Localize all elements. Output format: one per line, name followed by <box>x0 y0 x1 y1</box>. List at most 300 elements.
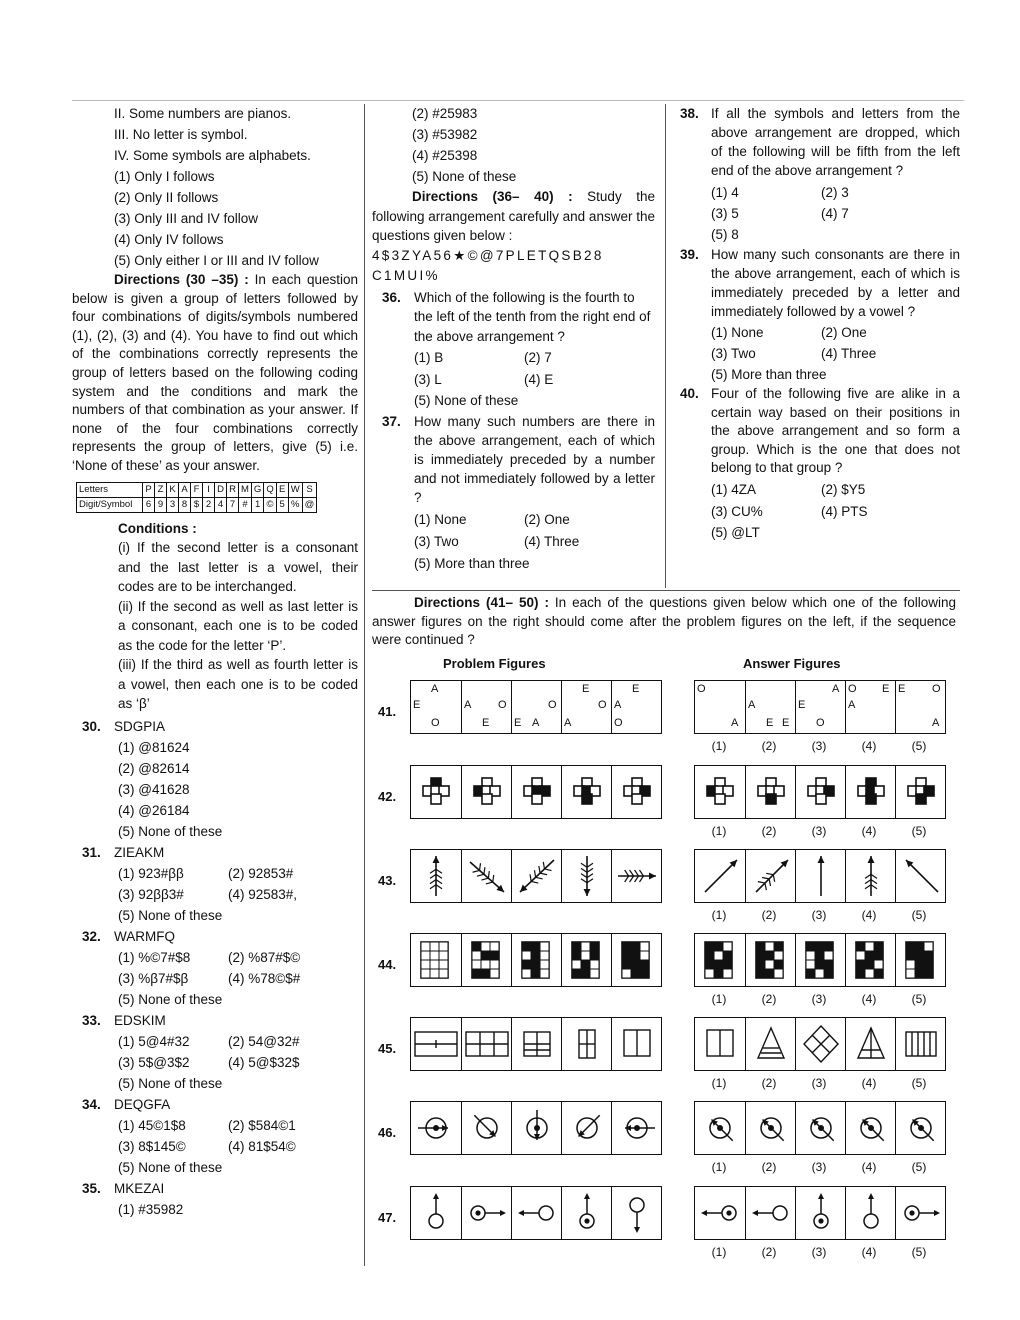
figure-stroke <box>924 960 933 969</box>
figure-stroke <box>723 960 732 969</box>
option-row <box>414 348 655 368</box>
figure-stroke <box>630 870 634 876</box>
option: (2) $584©1 <box>228 1117 296 1133</box>
problem-figure <box>411 766 461 818</box>
answer-figure[interactable] <box>745 934 795 986</box>
table-row <box>77 482 317 497</box>
answer-figure[interactable] <box>895 850 945 902</box>
answer-figure[interactable] <box>895 1187 945 1239</box>
figure-stroke <box>472 942 481 951</box>
figure-letter: O <box>431 717 440 729</box>
letter-cell: A <box>179 482 191 497</box>
figure-stroke <box>701 1210 707 1216</box>
figure-stroke <box>625 876 629 882</box>
figure-row-q43 <box>378 849 958 929</box>
answer-figure[interactable] <box>695 766 745 818</box>
figure-stroke <box>640 960 649 969</box>
figure-stroke <box>806 942 815 951</box>
figure-stroke <box>714 951 723 960</box>
figure-stroke <box>625 870 629 876</box>
option: (3) 92ββ3# <box>118 886 184 902</box>
problem-figure <box>461 681 511 733</box>
problem-figure <box>511 1018 561 1070</box>
question-number: 38. <box>680 106 699 121</box>
figure-stroke <box>490 942 499 951</box>
option: (3) 8$145© <box>118 1138 186 1154</box>
answer-label: (5) <box>911 1076 927 1090</box>
answer-figure[interactable] <box>695 1187 745 1239</box>
figure-drawing <box>796 1018 846 1070</box>
figure-stroke <box>522 951 531 960</box>
answer-labels <box>694 1157 944 1177</box>
option: (2) $Y5 <box>821 481 866 497</box>
code-cell: © <box>264 497 276 512</box>
option-row <box>114 1136 358 1157</box>
figure-stroke <box>540 969 549 978</box>
figure-stroke <box>806 951 815 960</box>
figure-drawing <box>612 1102 662 1154</box>
statement: III. No letter is symbol. <box>114 127 248 142</box>
figure-stroke <box>532 794 542 804</box>
answer-figure[interactable] <box>745 1102 795 1154</box>
answer-figure[interactable] <box>695 1102 745 1154</box>
option: (5) None of these <box>118 991 223 1007</box>
figure-letter: A <box>731 717 739 729</box>
figure-letter: E <box>782 717 790 729</box>
figure-stroke <box>481 878 488 880</box>
figure-drawing <box>612 1187 662 1239</box>
figure-stroke <box>421 951 430 960</box>
figure-stroke <box>584 1218 589 1223</box>
question-number: 31. <box>82 844 101 860</box>
option: (5) @LT <box>711 525 760 541</box>
directions-text: In each question below is given a group of letters followed by four combinations of digits/symbols numbered (1), (2), (3) and (4). You have to find out which of the combinations correctly represents the group of letters based on the following coding system and the conditions and mark the numbers of that combination as your answer. If none of the four combinations correctly represents the group of letters, give (5) i.e. ‘None of these’ as your answer. <box>72 272 359 473</box>
figure-stroke <box>534 870 535 877</box>
figure-stroke <box>632 794 642 804</box>
figure-drawing <box>896 1187 946 1239</box>
figure-stroke <box>421 960 430 969</box>
figure-drawing <box>512 850 562 902</box>
figure-drawing <box>562 850 612 902</box>
question-text: WARMFQ <box>114 928 175 944</box>
option: (5) None of these <box>118 1159 223 1175</box>
option: (3) 5$@3$2 <box>118 1054 190 1070</box>
answer-figure[interactable] <box>895 1018 945 1070</box>
figure-drawing <box>796 934 846 986</box>
figure-stroke <box>723 942 732 951</box>
problem-figure <box>461 850 511 902</box>
letter-cell: W <box>288 482 302 497</box>
directions-title: Directions (41– 50) : <box>414 595 549 610</box>
figure-stroke <box>581 863 587 867</box>
figure-drawing <box>612 766 662 818</box>
option: (3) 5 <box>711 206 739 221</box>
answer-figure[interactable] <box>895 934 945 986</box>
answer-figure[interactable] <box>845 681 895 733</box>
figure-stroke <box>714 960 723 969</box>
problem-figure <box>411 850 461 902</box>
figure-drawing <box>512 1102 562 1154</box>
figure-stroke <box>769 879 770 886</box>
problem-figure <box>611 766 661 818</box>
answer-figure[interactable] <box>795 1018 845 1070</box>
figure-drawing <box>846 934 896 986</box>
answer-figure[interactable] <box>795 1187 845 1239</box>
figure-letter: E <box>632 683 640 695</box>
option-row <box>711 344 960 363</box>
figure-drawing <box>462 1187 512 1239</box>
figure-stroke <box>640 969 649 978</box>
answer-figure[interactable] <box>845 766 895 818</box>
option-row <box>711 183 960 202</box>
figure-row-q41 <box>378 680 958 760</box>
figure-stroke <box>639 870 643 876</box>
option-row <box>414 510 655 529</box>
answer-figure[interactable] <box>695 681 745 733</box>
figure-stroke <box>715 794 725 804</box>
figure-stroke <box>433 1193 439 1199</box>
answer-label: (4) <box>861 824 877 838</box>
figure-stroke <box>534 1134 540 1140</box>
problem-figure <box>611 1102 661 1154</box>
figure-drawing <box>612 1018 662 1070</box>
answer-figure[interactable] <box>795 850 845 902</box>
figure-stroke <box>430 951 439 960</box>
figure-drawing <box>746 934 796 986</box>
option: (5) More than three <box>414 555 530 571</box>
figure-stroke <box>490 960 499 969</box>
question-text: How many such consonants are there in the above arrangement, each of which is immediately preceded by a letter and immediately followed by a vowel ? <box>711 247 960 319</box>
figure-stroke <box>868 1193 874 1199</box>
figure-stroke <box>581 951 590 960</box>
option: (3) CU% <box>711 503 763 519</box>
answer-figure[interactable] <box>745 681 795 733</box>
option: (2) @82614 <box>118 760 190 776</box>
problem-figures <box>410 933 662 987</box>
answer-figure[interactable] <box>845 1018 895 1070</box>
figure-stroke <box>584 889 591 896</box>
figure-letter: E <box>766 717 774 729</box>
figure-drawing <box>896 1018 946 1070</box>
figure-drawing <box>695 1102 745 1154</box>
figure-stroke <box>765 969 774 978</box>
figure-stroke <box>824 969 833 978</box>
figure-stroke <box>774 969 783 978</box>
figure-drawing <box>695 850 745 902</box>
figure-stroke <box>874 951 883 960</box>
question-number: 44. <box>378 957 397 972</box>
answer-figure[interactable] <box>695 850 745 902</box>
figure-stroke <box>581 942 590 951</box>
answer-figure[interactable] <box>795 934 845 986</box>
answer-figure[interactable] <box>845 934 895 986</box>
figure-stroke <box>765 942 774 951</box>
figure-stroke <box>540 873 547 875</box>
option-row <box>114 947 358 968</box>
figure-stroke <box>765 960 774 969</box>
figure-stroke <box>473 870 480 872</box>
figure-stroke <box>500 1210 506 1216</box>
option: (2) Only II follows <box>114 190 219 205</box>
figure-stroke <box>924 951 933 960</box>
option: (4) 5@$32$ <box>228 1054 300 1070</box>
figure-stroke <box>906 960 915 969</box>
figure-stroke <box>622 969 631 978</box>
figure-stroke <box>906 969 915 978</box>
question-number: 47. <box>378 1210 397 1225</box>
figure-stroke <box>765 883 766 890</box>
answer-figure[interactable] <box>745 1018 795 1070</box>
figure-stroke <box>640 942 649 951</box>
figure-stroke <box>756 951 765 960</box>
answer-label: (4) <box>861 908 877 922</box>
answer-figure[interactable] <box>695 1018 745 1070</box>
figure-stroke <box>631 960 640 969</box>
option: (1) 4 <box>711 185 739 200</box>
option-row <box>711 323 960 342</box>
figure-stroke <box>865 960 874 969</box>
figure-stroke <box>906 942 915 951</box>
figure-stroke <box>762 877 769 878</box>
answer-figure[interactable] <box>745 850 795 902</box>
question-number: 34. <box>82 1096 101 1112</box>
answer-figure[interactable] <box>895 766 945 818</box>
column-divider-1 <box>364 104 365 1266</box>
figure-stroke <box>581 868 587 872</box>
figure-stroke <box>714 969 723 978</box>
figure-drawing <box>512 1018 562 1070</box>
problem-figure <box>561 681 611 733</box>
answer-figure[interactable] <box>745 766 795 818</box>
figure-stroke <box>584 1193 590 1199</box>
figure-stroke <box>572 942 581 951</box>
figure-stroke <box>815 951 824 960</box>
figure-stroke <box>582 794 592 804</box>
problem-figures <box>410 1186 662 1240</box>
figure-stroke <box>518 1210 524 1216</box>
statement: IV. Some symbols are alphabets. <box>114 148 311 163</box>
figure-stroke <box>436 874 442 878</box>
question-number: 46. <box>378 1125 397 1140</box>
problem-figures <box>410 1101 662 1155</box>
option: (3) Two <box>414 533 459 549</box>
answer-figure[interactable] <box>895 1102 945 1154</box>
figure-stroke <box>490 951 499 960</box>
letter-cell: M <box>239 482 252 497</box>
figure-stroke <box>540 942 549 951</box>
figure-drawing <box>695 766 745 818</box>
figure-stroke <box>581 879 587 883</box>
answer-figures <box>694 765 946 819</box>
figure-stroke <box>590 942 599 951</box>
conditions-title: Conditions : <box>118 520 197 536</box>
figure-drawing <box>796 1102 846 1154</box>
figure-stroke <box>915 969 924 978</box>
question-34 <box>72 1094 358 1178</box>
figure-stroke <box>439 969 448 978</box>
coding-table <box>76 482 317 513</box>
question-text: Four of the following five are alike in a certain way based on their positions in the above arrangement and so form a group. Which is the one that does not belong to that group ? <box>711 386 960 476</box>
figure-stroke <box>815 960 824 969</box>
figure-stroke <box>723 951 732 960</box>
answer-label: (3) <box>811 824 827 838</box>
problem-figures-heading: Problem Figures <box>443 656 546 671</box>
letter-cell: P <box>143 482 155 497</box>
answer-figure[interactable] <box>845 1187 895 1239</box>
figure-letter: O <box>816 717 825 729</box>
question-35 <box>72 1178 358 1220</box>
option: (5) 8 <box>711 227 739 242</box>
figure-stroke <box>815 969 824 978</box>
figure-stroke <box>481 969 490 978</box>
figure-drawing <box>562 1018 612 1070</box>
figure-drawing <box>695 1187 745 1239</box>
top-rule <box>72 100 964 101</box>
figure-stroke <box>640 951 649 960</box>
answer-label: (5) <box>911 739 927 753</box>
option-row <box>114 1115 358 1136</box>
code-cell: 1 <box>251 497 263 512</box>
figure-stroke <box>536 877 543 879</box>
figure-drawing <box>746 1102 796 1154</box>
figure-drawing <box>462 1018 512 1070</box>
figure-drawing <box>512 934 562 986</box>
figure-stroke <box>906 1032 936 1056</box>
figure-stroke <box>572 960 581 969</box>
section-rule <box>372 590 960 591</box>
answer-labels <box>694 989 944 1009</box>
answer-figure[interactable] <box>795 681 845 733</box>
answer-figure[interactable] <box>795 766 845 818</box>
figure-stroke <box>865 874 871 878</box>
figure-drawing <box>746 1187 796 1239</box>
figure-stroke <box>481 942 490 951</box>
question-number: 41. <box>378 704 397 719</box>
figure-stroke <box>631 951 640 960</box>
directions-title: Directions (30 –35) : <box>114 272 249 287</box>
question-text: ZIEAKM <box>114 844 165 860</box>
figure-stroke <box>766 873 773 874</box>
figure-stroke <box>868 1125 874 1131</box>
figure-stroke <box>622 951 631 960</box>
answer-figure[interactable] <box>895 681 945 733</box>
figure-stroke <box>865 942 874 951</box>
figure-drawing <box>846 1018 896 1070</box>
figure-stroke <box>915 942 924 951</box>
figure-stroke <box>436 880 442 884</box>
figure-stroke <box>622 960 631 969</box>
column-divider-2 <box>665 104 666 588</box>
problem-figure <box>561 1102 611 1154</box>
figure-letter: O <box>932 683 941 695</box>
letter-cell: D <box>215 482 227 497</box>
figure-stroke <box>472 951 481 960</box>
figure-stroke <box>758 882 765 883</box>
figure-stroke <box>587 879 593 883</box>
option: (3) Two <box>711 346 756 361</box>
answer-labels <box>694 1242 944 1262</box>
option: (3) L <box>414 371 442 387</box>
figure-stroke <box>421 969 430 978</box>
question-38 <box>678 104 960 244</box>
figure-drawing <box>462 934 512 986</box>
option: (4) %78©$# <box>228 970 301 986</box>
figure-stroke <box>766 794 776 804</box>
figure-drawing <box>562 934 612 986</box>
figure-stroke <box>824 960 833 969</box>
figure-row-q45 <box>378 1017 958 1097</box>
figure-letter: O <box>614 717 623 729</box>
figure-stroke <box>590 960 599 969</box>
figure-stroke <box>475 1210 480 1215</box>
figure-drawing <box>562 1187 612 1239</box>
statement: II. Some numbers are pianos. <box>114 106 292 121</box>
figure-stroke <box>572 969 581 978</box>
figure-stroke <box>590 951 599 960</box>
problem-figure <box>411 681 461 733</box>
option-row <box>114 968 358 989</box>
answer-figure[interactable] <box>795 1102 845 1154</box>
option: (3) @41628 <box>118 781 190 797</box>
column-1 <box>72 104 358 1220</box>
option: (4) E <box>524 371 554 387</box>
figure-stroke <box>756 960 765 969</box>
figure-drawing <box>512 766 562 818</box>
figure-stroke <box>429 1214 443 1228</box>
option: (1) @81624 <box>118 739 190 755</box>
problem-figure <box>611 934 661 986</box>
option: (1) 45©1$8 <box>118 1117 186 1133</box>
figure-drawing <box>746 1018 796 1070</box>
figure-stroke <box>856 942 865 951</box>
figure-letter: E <box>882 683 890 695</box>
figure-stroke <box>630 1198 644 1212</box>
option: (2) %87#$© <box>228 949 301 965</box>
option: (2) 3 <box>821 185 849 200</box>
answer-figures <box>694 933 946 987</box>
figure-letter: A <box>464 699 472 711</box>
question-number: 30. <box>82 718 101 734</box>
figure-row-q47 <box>378 1186 958 1266</box>
letter-cell: Q <box>264 482 276 497</box>
answer-label: (3) <box>811 1160 827 1174</box>
question-37 <box>372 412 655 573</box>
answer-figure[interactable] <box>845 1102 895 1154</box>
question-40 <box>678 385 960 543</box>
option: (4) @26184 <box>118 802 190 818</box>
answer-figure[interactable] <box>695 934 745 986</box>
figure-drawing <box>796 850 846 902</box>
code-cell: @ <box>302 497 317 512</box>
option: (3) %β7#$β <box>118 970 189 986</box>
answer-figure[interactable] <box>745 1187 795 1239</box>
figure-stroke <box>856 969 865 978</box>
answer-label: (3) <box>811 1076 827 1090</box>
answer-label: (4) <box>861 1160 877 1174</box>
condition: (i) If the second letter is a consonant and the last letter is a vowel, their codes are to be interchanged. <box>118 540 358 595</box>
option: (5) None of these <box>118 1075 223 1091</box>
figure-stroke <box>916 794 926 804</box>
figure-stroke <box>590 969 599 978</box>
answer-label: (2) <box>761 908 777 922</box>
answer-figure[interactable] <box>845 850 895 902</box>
option: (5) None of these <box>118 907 223 923</box>
question-number: 39. <box>680 247 699 262</box>
question-text: MKEZAI <box>114 1180 165 1196</box>
question-text: Which of the following is the fourth to the left of the tenth from the right end of the above arrangement ? <box>414 289 651 344</box>
figure-stroke <box>723 969 732 978</box>
problem-figure <box>511 850 561 902</box>
